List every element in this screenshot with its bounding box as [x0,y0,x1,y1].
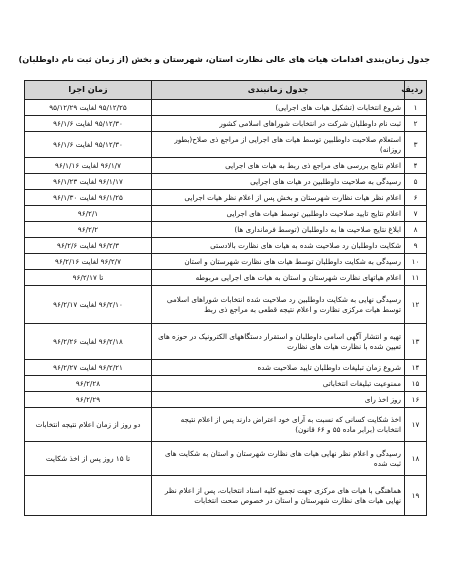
row-activity: شکایت داوطلبان رد صلاحیت شده به هیات های نظارت بالادستی [152,238,405,254]
row-number: ۵ [405,174,427,190]
row-activity: ابلاغ نتایج صلاحیت ها به داوطلبان (توسط فرمانداری ها) [152,222,405,238]
row-number: ۶ [405,190,427,206]
table-row [25,206,427,222]
row-time: ۹۶/۲/۲۹ [25,392,152,408]
row-activity: رسیدگی و اعلام نظر نهایی هیات های نظارت شهرستان و استان به شکایت های ثبت شده [152,442,405,476]
row-number: ۸ [405,222,427,238]
table-row [25,238,427,254]
row-number: ۱۷ [405,408,427,442]
row-activity: رسیدگی به شکایت داوطلبان توسط هیات های نظارت شهرستان و استان [152,254,405,270]
table-row [25,190,427,206]
row-activity: شروع انتخابات (تشکیل هیات های اجرایی) [152,100,405,116]
row-time: ۹۶/۲/۲۸ [25,376,152,392]
row-number: ۱۴ [405,360,427,376]
row-activity: تهیه و انتشار آگهی اسامی داوطلبان و استقرار دستگاههای الکترونیک در حوزه های تعیین شده با نظارت هیات های نظارت [152,324,405,360]
table-row [25,158,427,174]
table-row [25,392,427,408]
row-time: ۹۵/۱۲/۳۰ لغایت ۹۶/۱/۶ [25,132,152,158]
row-activity: ثبت نام داوطلبان شرکت در انتخابات شوراهای اسلامی کشور [152,116,405,132]
header-row-number: ردیف [405,81,427,100]
schedule-table [24,80,427,516]
row-number: ۱ [405,100,427,116]
table-header-row [25,81,427,100]
row-time: تا ۹۶/۲/۱۷ [25,270,152,286]
table-row [25,116,427,132]
row-time: ۹۶/۲/۱۸ لغایت ۹۶/۲/۲۶ [25,324,152,360]
table-row [25,100,427,116]
row-time: دو روز از زمان اعلام نتیجه انتخابات [25,408,152,442]
row-activity: اعلام نتایج بررسی های مراجع ذی ربط به هیات های اجرایی [152,158,405,174]
row-number: ۹ [405,238,427,254]
table-row [25,270,427,286]
row-time: ۹۶/۱/۲۵ لغایت ۹۶/۱/۳۰ [25,190,152,206]
row-activity: استعلام صلاحیت داوطلبین توسط هیات های اجرایی از مراجع ذی صلاح(بطور روزانه) [152,132,405,158]
table-row [25,222,427,238]
table-row [25,132,427,158]
document-title: جدول زمان‌بندی اقدامات هیات های عالی نظارت استان، شهرستان و بخش (از زمان ثبت نام داوطلبان) [18,54,430,64]
row-number: ۱۹ [405,476,427,516]
row-number: ۱۲ [405,286,427,324]
row-time: ۹۶/۲/۲۱ لغایت ۹۶/۲/۲۷ [25,360,152,376]
row-time: تا ۱۵ روز پس از اخذ شکایت [25,442,152,476]
row-number: ۲ [405,116,427,132]
row-activity: هماهنگی با هیات های مرکزی جهت تجمیع کلیه اسناد انتخابات، پس از اعلام نظر نهایی هیات های نظارت شهرستان و استان در خصوص صحت انتخابات [152,476,405,516]
row-activity: رسیدگی به صلاحیت داوطلبین در هیات های اجرایی [152,174,405,190]
row-activity: اعلام هیاتهای نظارت شهرستان و استان به هیات های اجرایی مربوطه [152,270,405,286]
row-time: ۹۶/۲/۱۰ لغایت ۹۶/۲/۱۷ [25,286,152,324]
row-activity: اخذ شکایت کسانی که نسبت به آرای خود اعتراض دارند پس از اعلام نتیجه انتخابات (برابر ماده ۵۵ و ۶۶ قانون) [152,408,405,442]
header-time: زمان اجرا [25,81,152,100]
row-number: ۱۳ [405,324,427,360]
row-time: ۹۶/۱/۷ لغایت ۹۶/۱/۱۶ [25,158,152,174]
row-number: ۱۰ [405,254,427,270]
row-number: ۱۸ [405,442,427,476]
row-time: ۹۵/۱۲/۳۰ لغایت ۹۶/۱/۶ [25,116,152,132]
table-row [25,174,427,190]
row-activity: شروع زمان تبلیغات داوطلبان تایید صلاحیت شده [152,360,405,376]
row-time: ۹۶/۱/۱۷ لغایت ۹۶/۱/۲۳ [25,174,152,190]
row-number: ۱۱ [405,270,427,286]
row-number: ۴ [405,158,427,174]
row-time: ۹۶/۲/۲ [25,222,152,238]
table-row [25,360,427,376]
row-number: ۷ [405,206,427,222]
table-row [25,408,427,442]
row-time [25,476,152,516]
table-row [25,324,427,360]
table-row [25,376,427,392]
table-row [25,476,427,516]
row-number: ۱۵ [405,376,427,392]
table-row [25,286,427,324]
table-row [25,442,427,476]
row-activity: اعلام نظر هیات نظارت شهرستان و بخش پس از اعلام نظر هیات اجرایی [152,190,405,206]
row-time: ۹۶/۲/۱ [25,206,152,222]
row-time: ۹۶/۲/۳ لغایت ۹۶/۲/۶ [25,238,152,254]
row-number: ۳ [405,132,427,158]
row-activity: رسیدگی نهایی به شکایت داوطلبین رد صلاحیت شده انتخابات شوراهای اسلامی توسط هیات مرکزی نظارت و اعلام نتیجه قطعی به مراجع ذی ربط [152,286,405,324]
header-activity: جدول زمانبندی [152,81,405,100]
row-activity: روز اخذ رای [152,392,405,408]
row-activity: اعلام نتایج تایید صلاحیت داوطلبین توسط هیات های اجرایی [152,206,405,222]
row-time: ۹۵/۱۲/۲۵ لغایت ۹۵/۱۲/۲۹ [25,100,152,116]
row-number: ۱۶ [405,392,427,408]
table-row [25,254,427,270]
row-time: ۹۶/۲/۷ لغایت ۹۶/۲/۱۶ [25,254,152,270]
row-activity: ممنوعیت تبلیغات انتخاباتی [152,376,405,392]
